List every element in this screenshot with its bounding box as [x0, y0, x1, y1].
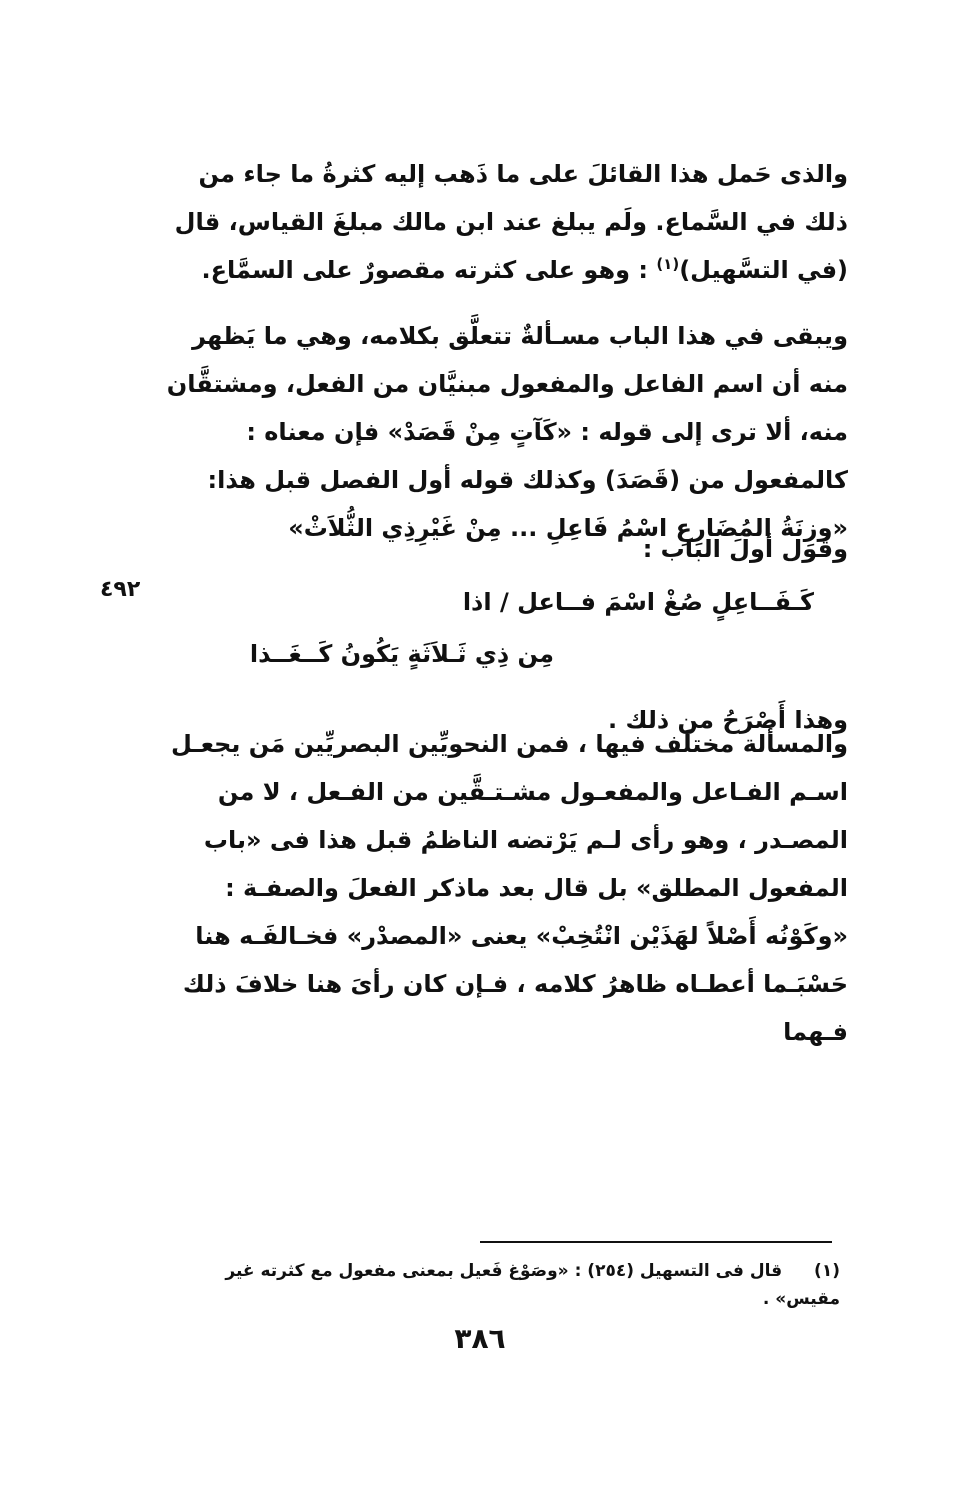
- verse-line-1: كَـفَــاعِلٍ صُغْ اسْمَ فــاعل / اذا: [462, 588, 814, 616]
- verse-line-2: مِن ذِي ثَـلاَثَةٍ يَكُونُ كَــغَــذا: [249, 640, 554, 668]
- footnote-reference: (١): [656, 255, 680, 273]
- paragraph-3: والمسألة مختلَف فيها ، فمن النحويِّين البصريِّين مَن يجعـل اسـم الفـاعل والمفعـول مشـتـقَّين من الفـعل ، لا من المصـدر ، وهو رأى لـم يَرْتضه الناظمُ قبل هذا فى «باب المفعول المطلق» بل قال بعد ماذكر الفعلَ والصفـة : «وكَوْنُه أَصْلاً لهَذَيْن انْتُخِبْ» يعنى «المصدْر» فخـالفَـه هنا حَسْبَـما أعطـاه ظاهرُ كلامه ، فـإن كان رأىَ هنا خلافَ ذلك فـهما: [170, 730, 848, 1046]
- margin-number: ٤٩٢: [100, 577, 141, 602]
- paragraph-1: [158, 150, 848, 294]
- footnote: [200, 1257, 840, 1313]
- paragraph-1-continuation: : وهو على كثرته مقصورٌ على السمَّاع.: [201, 256, 648, 284]
- intro-line: وقول أولَ الباب :: [642, 535, 848, 563]
- paragraph-2: ويبقى في هذا الباب مسـألةٌ تتعلَّق بكلامه، وهي ما يَظهر منه أن اسم الفاعل والمفعول مبنيَّان من الفعل، ومشتقَّان منه، ألا ترى إلى قوله : «كَآتٍ مِنْ قَصَدْ» فإن معناه : كالمفعول من (قَصَدَ) وكذلك قوله أول الفصل قبل هذا: «وزِنَةُ المُضَارِعِ اسْمُ فَاعِلِ ... مِنْ غَيْرِذِي الثُّلاَثْ»: [166, 322, 848, 542]
- clearer-line: وهذا أَصْرَحُ من ذلك .: [608, 706, 848, 734]
- paragraph-1-text: والذى حَمل هذا القائلَ على ما ذَهب إليه كثرةُ ما جاء من ذلك في السَّماع. ولَم يبلغ عند ابن مالك مبلغَ القياس، قال (في التسَّهيل): [174, 160, 848, 284]
- footnote-text: قال فى التسهيل (٢٥٤) : «وصَوْغ فَعيل بمعنى مفعول مع كثرته غير مقيس» .: [225, 1261, 840, 1309]
- page-number: ٣٨٦: [454, 1322, 506, 1355]
- footnote-divider: [480, 1241, 832, 1243]
- footnote-number: (١): [814, 1261, 840, 1281]
